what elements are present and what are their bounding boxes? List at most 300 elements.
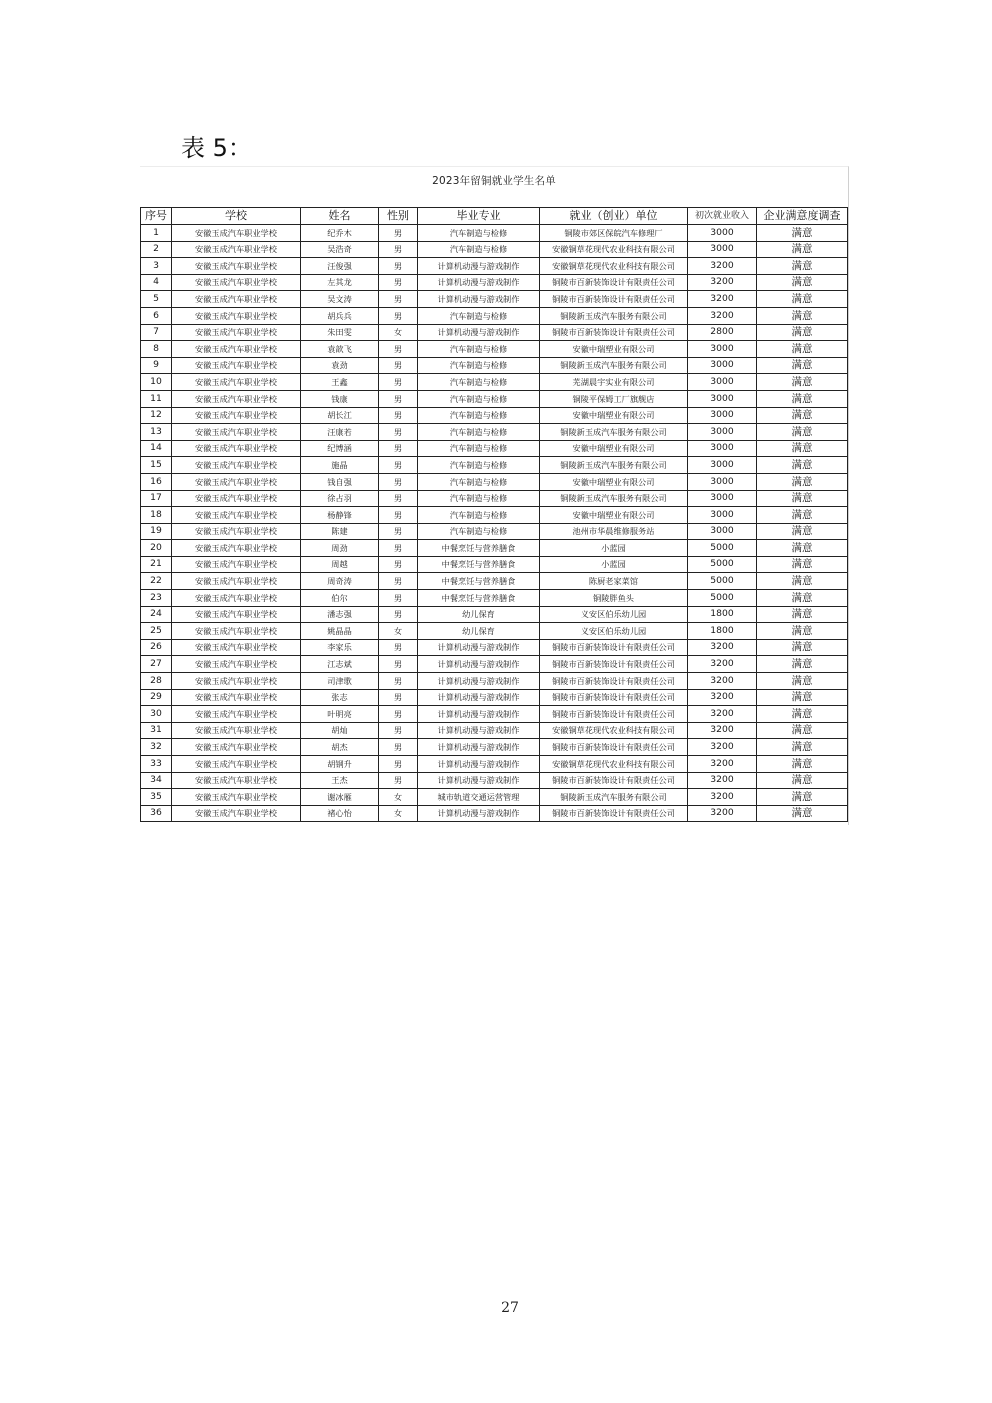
cell-satisfaction: 满意: [757, 722, 848, 739]
cell-income: 3000: [688, 241, 757, 258]
table-row: [141, 407, 848, 424]
cell-major: 汽车制造与检修: [418, 507, 540, 524]
cell-major: 汽车制造与检修: [418, 457, 540, 474]
cell-employer: 安徽中瑞塑业有限公司: [540, 341, 688, 358]
cell-income: 1800: [688, 606, 757, 623]
cell-idx: 4: [141, 274, 172, 291]
cell-income: 3000: [688, 440, 757, 457]
cell-major: 汽车制造与检修: [418, 523, 540, 540]
cell-major: 汽车制造与检修: [418, 390, 540, 407]
cell-major: 汽车制造与检修: [418, 341, 540, 358]
cell-school: 安徽玉成汽车职业学校: [172, 341, 301, 358]
cell-gender: 男: [379, 556, 418, 573]
cell-income: 5000: [688, 590, 757, 607]
table-row: [141, 556, 848, 573]
cell-school: 安徽玉成汽车职业学校: [172, 590, 301, 607]
cell-school: 安徽玉成汽车职业学校: [172, 258, 301, 275]
cell-satisfaction: 满意: [757, 556, 848, 573]
cell-satisfaction: 满意: [757, 772, 848, 789]
cell-satisfaction: 满意: [757, 573, 848, 590]
cell-name: 谢冰雁: [301, 789, 379, 806]
cell-name: 纪乔木: [301, 225, 379, 242]
cell-major: 中餐烹饪与营养膳食: [418, 573, 540, 590]
cell-school: 安徽玉成汽车职业学校: [172, 573, 301, 590]
cell-satisfaction: 满意: [757, 274, 848, 291]
cell-name: 胡长江: [301, 407, 379, 424]
cell-major: 幼儿保育: [418, 623, 540, 640]
cell-income: 3200: [688, 274, 757, 291]
cell-school: 安徽玉成汽车职业学校: [172, 756, 301, 773]
cell-school: 安徽玉成汽车职业学校: [172, 623, 301, 640]
cell-gender: 男: [379, 374, 418, 391]
cell-employer: 小蓝园: [540, 540, 688, 557]
table-row: [141, 274, 848, 291]
cell-school: 安徽玉成汽车职业学校: [172, 390, 301, 407]
cell-gender: 男: [379, 739, 418, 756]
table-row: [141, 772, 848, 789]
cell-income: 5000: [688, 556, 757, 573]
cell-gender: 女: [379, 623, 418, 640]
cell-satisfaction: 满意: [757, 241, 848, 258]
cell-idx: 10: [141, 374, 172, 391]
cell-gender: 男: [379, 639, 418, 656]
cell-satisfaction: 满意: [757, 673, 848, 690]
cell-idx: 36: [141, 805, 172, 822]
cell-satisfaction: 满意: [757, 341, 848, 358]
cell-satisfaction: 满意: [757, 606, 848, 623]
cell-satisfaction: 满意: [757, 789, 848, 806]
table-row: [141, 241, 848, 258]
cell-idx: 11: [141, 390, 172, 407]
cell-school: 安徽玉成汽车职业学校: [172, 789, 301, 806]
cell-school: 安徽玉成汽车职业学校: [172, 673, 301, 690]
cell-income: 3000: [688, 523, 757, 540]
cell-name: 张志: [301, 689, 379, 706]
cell-gender: 女: [379, 324, 418, 341]
cell-income: 3200: [688, 722, 757, 739]
cell-gender: 男: [379, 656, 418, 673]
cell-employer: 小蓝园: [540, 556, 688, 573]
cell-idx: 26: [141, 639, 172, 656]
cell-employer: 铜陵市百新装饰设计有限责任公司: [540, 639, 688, 656]
cell-employer: 安徽铜草花现代农业科技有限公司: [540, 756, 688, 773]
cell-employer: 铜陵新玉成汽车服务有限公司: [540, 357, 688, 374]
cell-income: 3200: [688, 258, 757, 275]
cell-income: 5000: [688, 540, 757, 557]
cell-name: 左其龙: [301, 274, 379, 291]
cell-idx: 17: [141, 490, 172, 507]
cell-major: 中餐烹饪与营养膳食: [418, 540, 540, 557]
cell-income: 3000: [688, 424, 757, 441]
cell-gender: 男: [379, 440, 418, 457]
cell-major: 计算机动漫与游戏制作: [418, 324, 540, 341]
table-body: [141, 225, 848, 822]
cell-income: 3000: [688, 357, 757, 374]
cell-name: 汪康若: [301, 424, 379, 441]
cell-employer: 铜陵市百新装饰设计有限责任公司: [540, 689, 688, 706]
cell-income: 3200: [688, 689, 757, 706]
cell-gender: 男: [379, 590, 418, 607]
table-row: [141, 457, 848, 474]
cell-major: 汽车制造与检修: [418, 374, 540, 391]
table-row: [141, 706, 848, 723]
cell-gender: 男: [379, 225, 418, 242]
cell-idx: 34: [141, 772, 172, 789]
cell-satisfaction: 满意: [757, 225, 848, 242]
cell-major: 计算机动漫与游戏制作: [418, 739, 540, 756]
cell-idx: 13: [141, 424, 172, 441]
cell-major: 中餐烹饪与营养膳食: [418, 556, 540, 573]
table-row: [141, 606, 848, 623]
cell-satisfaction: 满意: [757, 473, 848, 490]
table-row: [141, 639, 848, 656]
cell-gender: 男: [379, 523, 418, 540]
table-caption: 表 5：: [181, 134, 252, 162]
cell-employer: 铜陵市百新装饰设计有限责任公司: [540, 673, 688, 690]
cell-satisfaction: 满意: [757, 357, 848, 374]
cell-major: 汽车制造与检修: [418, 225, 540, 242]
cell-employer: 陈厨老家菜馆: [540, 573, 688, 590]
table-row: [141, 341, 848, 358]
cell-income: 3200: [688, 789, 757, 806]
cell-employer: 铜陵新玉成汽车服务有限公司: [540, 424, 688, 441]
table-row: [141, 739, 848, 756]
cell-gender: 男: [379, 390, 418, 407]
cell-satisfaction: 满意: [757, 739, 848, 756]
cell-school: 安徽玉成汽车职业学校: [172, 805, 301, 822]
cell-major: 计算机动漫与游戏制作: [418, 258, 540, 275]
table-row: [141, 507, 848, 524]
cell-name: 褚心怡: [301, 805, 379, 822]
table-row: [141, 473, 848, 490]
cell-satisfaction: 满意: [757, 507, 848, 524]
cell-employer: 铜陵新玉成汽车服务有限公司: [540, 307, 688, 324]
cell-gender: 男: [379, 258, 418, 275]
cell-satisfaction: 满意: [757, 706, 848, 723]
cell-income: 3200: [688, 805, 757, 822]
cell-idx: 8: [141, 341, 172, 358]
cell-gender: 男: [379, 473, 418, 490]
header-satisfaction: 企业满意度调查: [757, 208, 848, 225]
cell-income: 3200: [688, 639, 757, 656]
cell-satisfaction: 满意: [757, 490, 848, 507]
cell-idx: 28: [141, 673, 172, 690]
cell-gender: 男: [379, 756, 418, 773]
cell-income: 3000: [688, 507, 757, 524]
table-row: [141, 673, 848, 690]
cell-school: 安徽玉成汽车职业学校: [172, 407, 301, 424]
cell-gender: 男: [379, 307, 418, 324]
cell-school: 安徽玉成汽车职业学校: [172, 689, 301, 706]
cell-employer: 铜陵市百新装饰设计有限责任公司: [540, 274, 688, 291]
cell-income: 3200: [688, 756, 757, 773]
cell-school: 安徽玉成汽车职业学校: [172, 291, 301, 308]
cell-idx: 23: [141, 590, 172, 607]
cell-major: 计算机动漫与游戏制作: [418, 706, 540, 723]
cell-satisfaction: 满意: [757, 258, 848, 275]
cell-name: 钱自强: [301, 473, 379, 490]
cell-idx: 5: [141, 291, 172, 308]
cell-idx: 31: [141, 722, 172, 739]
table-row: [141, 805, 848, 822]
cell-major: 汽车制造与检修: [418, 490, 540, 507]
header-employer: 就业（创业）单位: [540, 208, 688, 225]
table-row: [141, 390, 848, 407]
cell-income: 1800: [688, 623, 757, 640]
cell-income: 3000: [688, 390, 757, 407]
cell-employer: 安徽铜草花现代农业科技有限公司: [540, 722, 688, 739]
cell-idx: 20: [141, 540, 172, 557]
cell-satisfaction: 满意: [757, 523, 848, 540]
cell-employer: 铜陵市百新装饰设计有限责任公司: [540, 656, 688, 673]
cell-name: 杨静锋: [301, 507, 379, 524]
cell-name: 周越: [301, 556, 379, 573]
cell-income: 3000: [688, 473, 757, 490]
cell-gender: 女: [379, 789, 418, 806]
cell-satisfaction: 满意: [757, 623, 848, 640]
cell-idx: 12: [141, 407, 172, 424]
cell-income: 3000: [688, 225, 757, 242]
cell-school: 安徽玉成汽车职业学校: [172, 523, 301, 540]
cell-satisfaction: 满意: [757, 291, 848, 308]
cell-name: 李家乐: [301, 639, 379, 656]
cell-major: 汽车制造与检修: [418, 241, 540, 258]
cell-name: 纪博涵: [301, 440, 379, 457]
cell-major: 计算机动漫与游戏制作: [418, 722, 540, 739]
cell-name: 司津歌: [301, 673, 379, 690]
cell-name: 周奇涛: [301, 573, 379, 590]
cell-income: 3200: [688, 772, 757, 789]
cell-employer: 安徽中瑞塑业有限公司: [540, 507, 688, 524]
cell-name: 钱康: [301, 390, 379, 407]
cell-gender: 男: [379, 341, 418, 358]
cell-gender: 男: [379, 357, 418, 374]
cell-employer: 池州市华晨维修服务站: [540, 523, 688, 540]
cell-name: 潘志强: [301, 606, 379, 623]
table-row: [141, 307, 848, 324]
table-row: [141, 424, 848, 441]
cell-employer: 安徽中瑞塑业有限公司: [540, 440, 688, 457]
table-row: [141, 490, 848, 507]
cell-satisfaction: 满意: [757, 756, 848, 773]
cell-idx: 18: [141, 507, 172, 524]
cell-idx: 9: [141, 357, 172, 374]
cell-satisfaction: 满意: [757, 689, 848, 706]
cell-gender: 男: [379, 606, 418, 623]
cell-idx: 35: [141, 789, 172, 806]
cell-gender: 男: [379, 673, 418, 690]
cell-income: 3000: [688, 490, 757, 507]
cell-employer: 义安区伯乐幼儿园: [540, 606, 688, 623]
cell-satisfaction: 满意: [757, 407, 848, 424]
table-title: 2023年留铜就业学生名单: [432, 175, 556, 187]
cell-satisfaction: 满意: [757, 307, 848, 324]
cell-school: 安徽玉成汽车职业学校: [172, 457, 301, 474]
cell-school: 安徽玉成汽车职业学校: [172, 722, 301, 739]
table-row: [141, 722, 848, 739]
cell-school: 安徽玉成汽车职业学校: [172, 424, 301, 441]
cell-name: 朱田雯: [301, 324, 379, 341]
cell-major: 汽车制造与检修: [418, 307, 540, 324]
cell-idx: 7: [141, 324, 172, 341]
cell-school: 安徽玉成汽车职业学校: [172, 639, 301, 656]
cell-satisfaction: 满意: [757, 590, 848, 607]
cell-major: 计算机动漫与游戏制作: [418, 689, 540, 706]
cell-school: 安徽玉成汽车职业学校: [172, 490, 301, 507]
cell-satisfaction: 满意: [757, 324, 848, 341]
cell-satisfaction: 满意: [757, 639, 848, 656]
cell-employer: 安徽中瑞塑业有限公司: [540, 473, 688, 490]
cell-idx: 2: [141, 241, 172, 258]
cell-income: 3000: [688, 374, 757, 391]
cell-gender: 女: [379, 805, 418, 822]
cell-major: 计算机动漫与游戏制作: [418, 291, 540, 308]
cell-school: 安徽玉成汽车职业学校: [172, 307, 301, 324]
header-name: 姓名: [301, 208, 379, 225]
cell-school: 安徽玉成汽车职业学校: [172, 274, 301, 291]
cell-satisfaction: 满意: [757, 656, 848, 673]
cell-idx: 33: [141, 756, 172, 773]
cell-school: 安徽玉成汽车职业学校: [172, 656, 301, 673]
cell-name: 施晶: [301, 457, 379, 474]
table-row: [141, 225, 848, 242]
cell-satisfaction: 满意: [757, 540, 848, 557]
cell-name: 胡钢升: [301, 756, 379, 773]
cell-employer: 铜陵市百新装饰设计有限责任公司: [540, 706, 688, 723]
cell-major: 计算机动漫与游戏制作: [418, 274, 540, 291]
cell-employer: 铜陵市百新装饰设计有限责任公司: [540, 324, 688, 341]
graduates-table: [140, 207, 848, 822]
header-school: 学校: [172, 208, 301, 225]
cell-satisfaction: 满意: [757, 440, 848, 457]
cell-major: 汽车制造与检修: [418, 473, 540, 490]
cell-name: 王鑫: [301, 374, 379, 391]
cell-name: 江志斌: [301, 656, 379, 673]
cell-name: 王杰: [301, 772, 379, 789]
table-row: [141, 623, 848, 640]
cell-school: 安徽玉成汽车职业学校: [172, 772, 301, 789]
table-row: [141, 324, 848, 341]
cell-school: 安徽玉成汽车职业学校: [172, 374, 301, 391]
cell-employer: 铜陵市百新装饰设计有限责任公司: [540, 772, 688, 789]
table-row: [141, 573, 848, 590]
cell-major: 汽车制造与检修: [418, 440, 540, 457]
cell-major: 中餐烹饪与营养膳食: [418, 590, 540, 607]
cell-idx: 6: [141, 307, 172, 324]
cell-major: 汽车制造与检修: [418, 424, 540, 441]
cell-name: 汪俊强: [301, 258, 379, 275]
cell-name: 陈建: [301, 523, 379, 540]
cell-satisfaction: 满意: [757, 390, 848, 407]
table-row: [141, 756, 848, 773]
cell-employer: 铜陵市百新装饰设计有限责任公司: [540, 291, 688, 308]
cell-gender: 男: [379, 241, 418, 258]
cell-name: 徐占羽: [301, 490, 379, 507]
cell-gender: 男: [379, 689, 418, 706]
table-row: [141, 440, 848, 457]
cell-satisfaction: 满意: [757, 424, 848, 441]
cell-major: 计算机动漫与游戏制作: [418, 772, 540, 789]
cell-income: 3000: [688, 457, 757, 474]
cell-employer: 安徽中瑞塑业有限公司: [540, 407, 688, 424]
cell-name: 胡杰: [301, 739, 379, 756]
table-row: [141, 523, 848, 540]
cell-school: 安徽玉成汽车职业学校: [172, 440, 301, 457]
cell-name: 袁歆飞: [301, 341, 379, 358]
cell-gender: 男: [379, 507, 418, 524]
cell-employer: 铜陵新玉成汽车服务有限公司: [540, 490, 688, 507]
cell-school: 安徽玉成汽车职业学校: [172, 324, 301, 341]
header-major: 毕业专业: [418, 208, 540, 225]
table-row: [141, 689, 848, 706]
cell-idx: 3: [141, 258, 172, 275]
cell-idx: 15: [141, 457, 172, 474]
cell-gender: 男: [379, 274, 418, 291]
cell-school: 安徽玉成汽车职业学校: [172, 507, 301, 524]
cell-name: 袁劲: [301, 357, 379, 374]
cell-major: 幼儿保育: [418, 606, 540, 623]
cell-employer: 铜陵新玉成汽车服务有限公司: [540, 457, 688, 474]
table-row: [141, 590, 848, 607]
cell-income: 3000: [688, 407, 757, 424]
cell-name: 叶明亮: [301, 706, 379, 723]
cell-gender: 男: [379, 722, 418, 739]
cell-gender: 男: [379, 490, 418, 507]
cell-major: 计算机动漫与游戏制作: [418, 756, 540, 773]
cell-employer: 铜陵胖鱼头: [540, 590, 688, 607]
cell-name: 胡灿: [301, 722, 379, 739]
table-row: [141, 291, 848, 308]
cell-school: 安徽玉成汽车职业学校: [172, 706, 301, 723]
cell-idx: 24: [141, 606, 172, 623]
cell-school: 安徽玉成汽车职业学校: [172, 473, 301, 490]
cell-employer: 安徽铜草花现代农业科技有限公司: [540, 241, 688, 258]
cell-income: 3200: [688, 706, 757, 723]
header-idx: 序号: [141, 208, 172, 225]
cell-income: 2800: [688, 324, 757, 341]
cell-gender: 男: [379, 540, 418, 557]
header-gender: 性别: [379, 208, 418, 225]
cell-major: 汽车制造与检修: [418, 357, 540, 374]
cell-idx: 30: [141, 706, 172, 723]
cell-idx: 16: [141, 473, 172, 490]
cell-employer: 安徽铜草花现代农业科技有限公司: [540, 258, 688, 275]
cell-income: 3200: [688, 739, 757, 756]
cell-satisfaction: 满意: [757, 374, 848, 391]
cell-idx: 25: [141, 623, 172, 640]
cell-major: 汽车制造与检修: [418, 407, 540, 424]
cell-gender: 男: [379, 291, 418, 308]
cell-income: 5000: [688, 573, 757, 590]
cell-school: 安徽玉成汽车职业学校: [172, 540, 301, 557]
table-row: [141, 374, 848, 391]
cell-idx: 29: [141, 689, 172, 706]
cell-school: 安徽玉成汽车职业学校: [172, 739, 301, 756]
cell-income: 3000: [688, 341, 757, 358]
cell-satisfaction: 满意: [757, 805, 848, 822]
cell-name: 姚晶晶: [301, 623, 379, 640]
cell-major: 计算机动漫与游戏制作: [418, 805, 540, 822]
cell-income: 3200: [688, 673, 757, 690]
cell-name: 周劲: [301, 540, 379, 557]
cell-name: 胡兵兵: [301, 307, 379, 324]
cell-major: 计算机动漫与游戏制作: [418, 673, 540, 690]
cell-idx: 1: [141, 225, 172, 242]
table-row: [141, 789, 848, 806]
cell-idx: 22: [141, 573, 172, 590]
cell-name: 吴浩奇: [301, 241, 379, 258]
cell-employer: 铜陵平保姆工厂旗舰店: [540, 390, 688, 407]
